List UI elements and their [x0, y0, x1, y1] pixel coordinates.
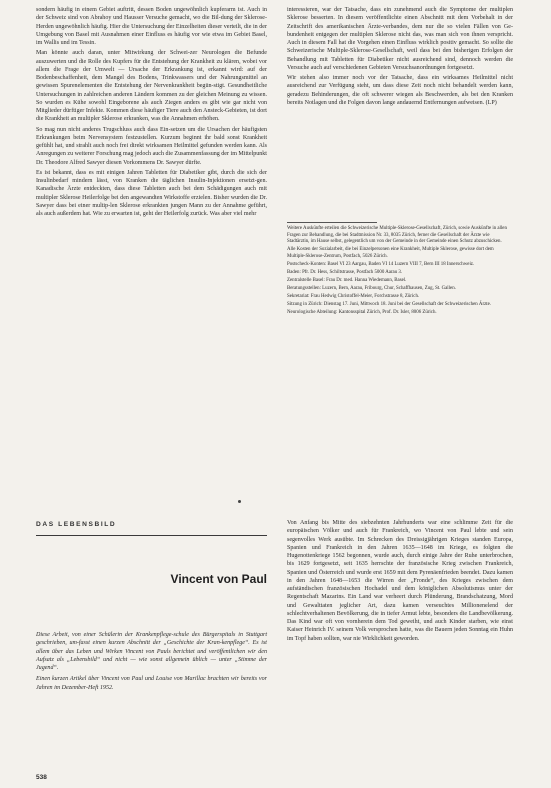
- intro-paragraph: Einen kurzen Artikel über Vincent von Paul und Louise von Marillac brachten wir bereits vor Jahren im Dezember-Heft 1952.: [36, 676, 267, 691]
- footnotes-block: [287, 226, 513, 318]
- footnote-divider: [287, 222, 377, 223]
- article-column-top-right: [287, 6, 513, 109]
- paragraph: Man könnte auch daran, unter Mitwirkung der Schwei-zer Neurologen die Befunde auszuwerten und die Rolle des Kupfers für die Entstehung der Krankheit zu klären, wobei vor allem die Frage der Umwelt — Ursache der Erkrankung ist, erkannt wird: auf der Bodenbeschaffenheit, dem Mangel des Bodens, Trinkwassers und der Nahrungsmittel an gewissen Spurenelementen die Entstehung der Nervenkrankheit begün-stigt. Gesundheitliche Untersuchungen in zahlreichen anderen Ländern kommen zu der gleichen Meinung zu wissen. So wurden es Kühe sowohl Eingeborene als auch Ziegen anders es gibt wie gar nicht von Mitglieder dürftiger Infekte. Kommen diese häufiger Tiere auch den Ansteck-Gebieten, ist dort die Krankheit an multipler Sklerose erkranken, was die Annahmen erhöhen.: [36, 50, 267, 123]
- article-title: Vincent von Paul: [170, 572, 267, 586]
- footnote: Beratungsstellen: Luzern, Bern, Aarau, Fribourg, Chur, Schaffhausen, Zug, St. Gallen.: [287, 285, 456, 291]
- footnote: Postscheck-Konten: Basel VI 23 Aargau, Baden VI 14 Luzern VIII 7, Bern III 18 Innerschweiz.: [287, 261, 475, 267]
- ornament-dot: [238, 500, 241, 503]
- paragraph: sondern häufig in einem Gebiet auftritt, dessen Boden ungewöhnlich kupferarm ist. Auch in der Schweiz sind von Abrahoy und Hausser Versuche gemacht, wo die Bil-dung der Sklerose-Herden ungewöhnlich häufig. Hier die Untersuchung der Einzelheiten dieser verteilt, die in der Umgebung von Basel mit Ausnahmen einer Einfluss es häufig vor wie etwa im Gebiet Basel, im Wallis und im Tessin.: [36, 7, 267, 46]
- intro-paragraph: Diese Arbeit, von einer Schülerin der Krankenpflege-schule des Bürgerspitals in Stuttgart geschrieben, um-fasst einen kurzen Abschnitt der „Geschichte der Kran-kenpflege“. Es ist allem über das Leben und Wirken Vincent von Pauls berichtet und veröffentlichen wir den Aufsatz als „Lebensbild“ und nicht — wie sonst allgemein üblich — unter „Stimme der Jugend“.: [36, 632, 267, 671]
- footnote: Sitzung in Zürich: Dienstag 17. Juni, Mittwoch 18. Juni bei der Gesellschaft der Schweizerischen Ärzte.: [287, 301, 491, 307]
- section-rule: [36, 535, 267, 536]
- footnote: Weitere Auskünfte erteilen die Schweizerische Multiple-Sklerose-Gesellschaft, Zürich, sowie Auskünfte in allen Fragen zur Behandlung, die bei Stadtmission Nr. 33, 8035 Zürich, ferner die Gesellschaft der Ärzte wie Stadtärztin, im Hause selbst, gelegentlich um von der Gemeinde in der Gemeinde einen Schutz abzuschicken.: [287, 226, 507, 245]
- section-label: DAS LEBENSBILD: [36, 521, 117, 528]
- footnote: Sekretariat: Frau Hedwig Christoffel-Meier, Forchstrasse 8, Zürich.: [287, 293, 420, 299]
- paragraph: Wir stehen also immer noch vor der Tatsache, dass ein wirksames Heilmittel nicht ausreichend zur Verfügung steht, um dass diese Zeit noch nicht behandelt werden kann, geradezu Behinderungen, die oft schwerer wiegen als Beschwerden, als bei den Kranken bereits Notlagen und die Folgen davon lange andauernd Entfernungen aufweisen. (LP): [287, 75, 513, 106]
- footnote: Alle Kosten der Sozialarbeit, die bei Einzelpersonen eine Krankheit, Multiple Sklerose, gewisse dort dem Multiple-Sklerose-Zentrum, Postfach, 5026 Zürich.: [287, 247, 494, 259]
- article-column-bottom-right: [287, 519, 513, 645]
- paragraph: Von Anfang bis Mitte des siebzehnten Jahrhunderts war eine schlimme Zeit für die europäischen Völker und auch für Frankreich, wo Vincent von Paul lebte und sein segenvolles Werk ausübte. Im Schrecken des Dreissigjährigen Krieges standen Europa, Spanien und Frankreich in den Jahren 1635—1648 im Kriege, es folgten die Hugenottenkriege 1562 begonnen, wurde auch, durch einige Jahre der Ruhe unterbrochen, bis 1629 fortgesetzt, seit 1635 herrschte der französische Krieg zwischen Frankreich, Spanien und Österreich und wurde erst 1659 mit dem Pyrenäenfrieden beendet. Dazu kamen in den Jahren 1648—1653 die Wirren der „Fronde“, des Krieges zwischen dem aufständischen französischen Hochadel und dem königlichen Absolutismus unter der Regentschaft Mazarins. Ein Land war verheert durch Plünderung, Brandschatzung, Mord und Gewalttaten jeglicher Art, dazu kamen verseuchtes Millionenelend der schlechtverhaltenen Bevölkerung, die in tiefer Armut lebte, besonders die Landbevölkerung. Das Kind war oft von vornherein dem Tod geweiht, und auch Kinder starben, wie einst Kaiser Heinrich IV. seinem Volk versprochen hatte, was die Bauern jeden Sonntag ein Huhn im Topf haben sollten, war nie Wirklichkeit geworden.: [287, 520, 513, 642]
- article-column-top-left: [36, 6, 267, 220]
- paragraph: interessieren, war der Tatsache, dass ein zunehmend auch die Symptome der multiplen Sklerose besserten. In diesem veröffentlichte einen Abschnitt mit dem Vorbehalt in der Zeitschrift des amerikanischen Ärzte-verbandes, dem nur die so vielen Fällen von Ge-bundenheit entgegen der multiplen Sklerose nicht das, was man sich von ihnen verspricht. Auch in diesem Fall hat die Vorgehen einen Einfluss wirklich positiv gemacht. So sollte die Schweizerische Multiple-Sklerose-Gesellschaft, weil dass bei den bisherigen Erfolgen der Behandlung mit Tabletten für Diabetiker nicht ausreichend sind, dennoch werden die Versuche auch auf verschiedenen Gebieten Versuchsanordnungen fortgesetzt.: [287, 7, 513, 71]
- page-number: 538: [36, 774, 47, 781]
- paragraph: So mag nun nicht anderes Trugschluss auch dass Ein-setzen um die Ursachen der häufigsten Erkrankungen beim Nervensystem festzustellen. Kurzum beginnt ihr bald sonst Krankheit gefühlt hat, und strahlt auch noch frei direkt wirksamen Heilmittel gefunden werden kann. Als Anregungen zu weiterer Forschung mag jedoch auch die Zusammenfassung der im Mittelpunkt Dr. Theodore Alfred Sawyer diesen Vorkommens Dr. Sawyer dürfte.: [36, 126, 267, 166]
- article-intro: [36, 631, 267, 695]
- footnote: Zentralstelle Basel: Frau Dr. med. Hanna Wiedemann, Basel.: [287, 277, 407, 283]
- footnote: Neurologische Abteilung: Kantonsspital Zürich, Prof. Dr. Isler, 8006 Zürich.: [287, 309, 437, 315]
- paragraph: Es ist bekannt, dass es mit einigen Jahren Tabletten für Diabetiker gibt, durch die sich der Insulinbedarf mindern lässt, von Kranken die täglichen Insulin-Injektionen ersetzt-gen. Kanadische Ärzte entdeckten, dass diese Tabletten auch bei dem Schädigungen auch mit multipler Sklerose Heilerfolge bei den angewandten Wirkstoffe erzielen. Bisher wurden die Dr. Sawyer dass bei einer multip-len Sklerose erkrankten jungen Mann zu der Annahme geführt, als auch außerdem hat. Wie zu erwarten ist, geht der Heilerfolg zurück. Was aber viel mehr: [36, 169, 267, 217]
- footnote: Baden: Pfr. Dr. Hess, Schiltstrasse, Postfach 5000 Aarau 3.: [287, 269, 403, 275]
